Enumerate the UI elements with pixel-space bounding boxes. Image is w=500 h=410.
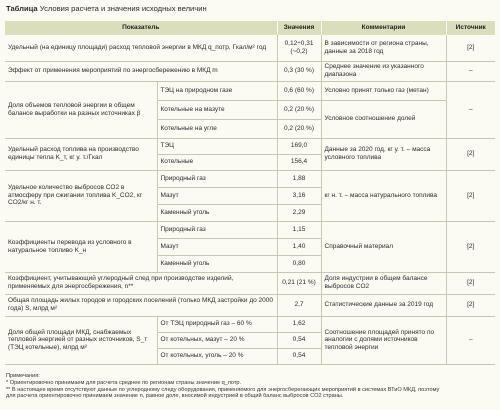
row-value: 0,12÷0,31 (~0,2) (277, 35, 321, 61)
row-value: 0,3 (30 %) (277, 61, 321, 81)
row-value: 2,7 (277, 294, 321, 316)
row-value: 1,62 (277, 316, 321, 332)
row-value: 169,0 (277, 138, 321, 154)
row-sub-label: Мазут (157, 187, 277, 204)
header-source: Источник (446, 21, 495, 35)
caption-label: Таблица (6, 4, 38, 13)
note-1: * Ориентировочно принимаем для расчета среднее по регионам страны значение q_потр. (6, 379, 242, 386)
row-value: 0,54 (277, 332, 321, 348)
row-comment: Данные за 2020 год, кг у. т. – масса условного топлива (321, 138, 446, 170)
row-comment: Доля индустрии в общем балансе выбросов CO2 (321, 272, 446, 294)
table-header-row (5, 21, 495, 35)
row-comment: В зависимости от региона страны, данные за 2018 год (321, 35, 446, 61)
table-caption (6, 4, 207, 14)
row-label: Удельный (на единицу площади) расход тепловой энергии в МКД q_потр, Гкал/м² год (5, 35, 277, 61)
row-label: Коэффициенты перевода из условного в натуральное топливо K_н (5, 221, 157, 272)
row-value: 1,40 (277, 238, 321, 255)
note-3: для расчета ориентировочно принимаем значение n, равное доле, вносимой индустрией в общий баланс выбросов CO2 страны. (6, 393, 344, 400)
row-value: 0,80 (277, 255, 321, 272)
row-source: – (446, 61, 495, 81)
row-comment: Условное соотношение долей (321, 100, 446, 138)
table-notes (6, 373, 494, 400)
row-sub-label: Каменный уголь (157, 204, 277, 221)
row-sub-label: Природный газ (157, 221, 277, 238)
header-indicator: Показатель (5, 21, 277, 35)
row-value: 0,6 (60 %) (277, 81, 321, 100)
table-row (5, 35, 495, 61)
row-source: [2] (446, 35, 495, 61)
table-row (5, 138, 495, 154)
row-sub-label: Котельные на угле (157, 119, 277, 138)
row-source: [2] (446, 170, 495, 221)
row-source: [2] (446, 294, 495, 316)
row-comment: Справочный материал (321, 221, 446, 272)
row-comment: кг н. т. – масса натурального топлива (321, 170, 446, 221)
row-sub-label: Природный газ (157, 170, 277, 187)
table-row (5, 294, 495, 316)
row-sub-label: ТЭЦ на природном газе (157, 81, 277, 100)
parameters-table (5, 21, 495, 365)
header-values: Значения (277, 21, 321, 35)
row-value: 0,21 (21 %) (277, 272, 321, 294)
row-value: 0,2 (20 %) (277, 119, 321, 138)
row-source: [2] (446, 272, 495, 294)
row-label: Удельное количество выбросов CO2 в атмосферу при сжигании топлива K_CO2, кг CO2/кг н. т. (5, 170, 157, 221)
row-sub-label: Котельные (157, 154, 277, 170)
row-label: Общая площадь жилых городов и городских поселений (только МКД застройки до 2000 года) S, млрд м² (5, 294, 277, 316)
table-row (5, 272, 495, 294)
row-label: Коэффициент, учитывающий углеродный след при производстве изделий, применяемых для энергосбережения, n** (5, 272, 277, 294)
table-row (5, 316, 495, 332)
notes-title: Примечания: (6, 373, 40, 379)
row-value: 1,88 (277, 170, 321, 187)
row-comment: Среднее значение из указанного диапазона (321, 61, 446, 81)
row-value: 0,54 (277, 348, 321, 364)
row-label: Доля общей площади МКД, снабжаемых тепловой энергией от разных источников, S_т (ТЭЦ котельные), млрд м² (5, 316, 157, 364)
row-source: – (446, 81, 495, 138)
table-row (5, 170, 495, 187)
row-value: 156,4 (277, 154, 321, 170)
note-2: ** В настоящее время отсутствуют данные по углеродному следу оборудования, применяемого для энергосберегающих мероприятий в системах ВТиО МКД, поэтому (6, 386, 440, 393)
header-comments: Комментарии (321, 21, 446, 35)
row-value: 0,2 (20 %) (277, 100, 321, 119)
row-source: [2] (446, 221, 495, 272)
row-source: – (446, 316, 495, 364)
row-sub-label: Мазут (157, 238, 277, 255)
row-source: [2] (446, 138, 495, 170)
table-row (5, 61, 495, 81)
row-comment: Условно принят только газ (метан) (321, 81, 446, 100)
row-sub-label: ТЭЦ (157, 138, 277, 154)
row-comment: Статистические данные за 2019 год (321, 294, 446, 316)
row-sub-label: Каменный уголь (157, 255, 277, 272)
caption-text: Условия расчета и значения исходных величин (39, 4, 207, 13)
row-sub-label: От котельных, мазут – 20 % (157, 332, 277, 348)
row-sub-label: От котельных, уголь – 20 % (157, 348, 277, 364)
row-sub-label: Котельные на мазуте (157, 100, 277, 119)
row-label: Эффект от применения мероприятий по энергосбережению в МКД m (5, 61, 277, 81)
table-row (5, 221, 495, 238)
row-value: 1,15 (277, 221, 321, 238)
row-sub-label: От ТЭЦ природный газ – 60 % (157, 316, 277, 332)
row-value: 3,16 (277, 187, 321, 204)
row-comment: Соотношение площадей принято по аналогии с долями источников тепловой энергии (321, 316, 446, 364)
row-value: 2,29 (277, 204, 321, 221)
table-row (5, 81, 495, 100)
row-label: Удельный расход топлива на производство единицы тепла K_т, кг у. т./Гкал (5, 138, 157, 170)
row-label: Доля объемов тепловой энергии в общем балансе выработки на разных источниках β (5, 81, 157, 138)
